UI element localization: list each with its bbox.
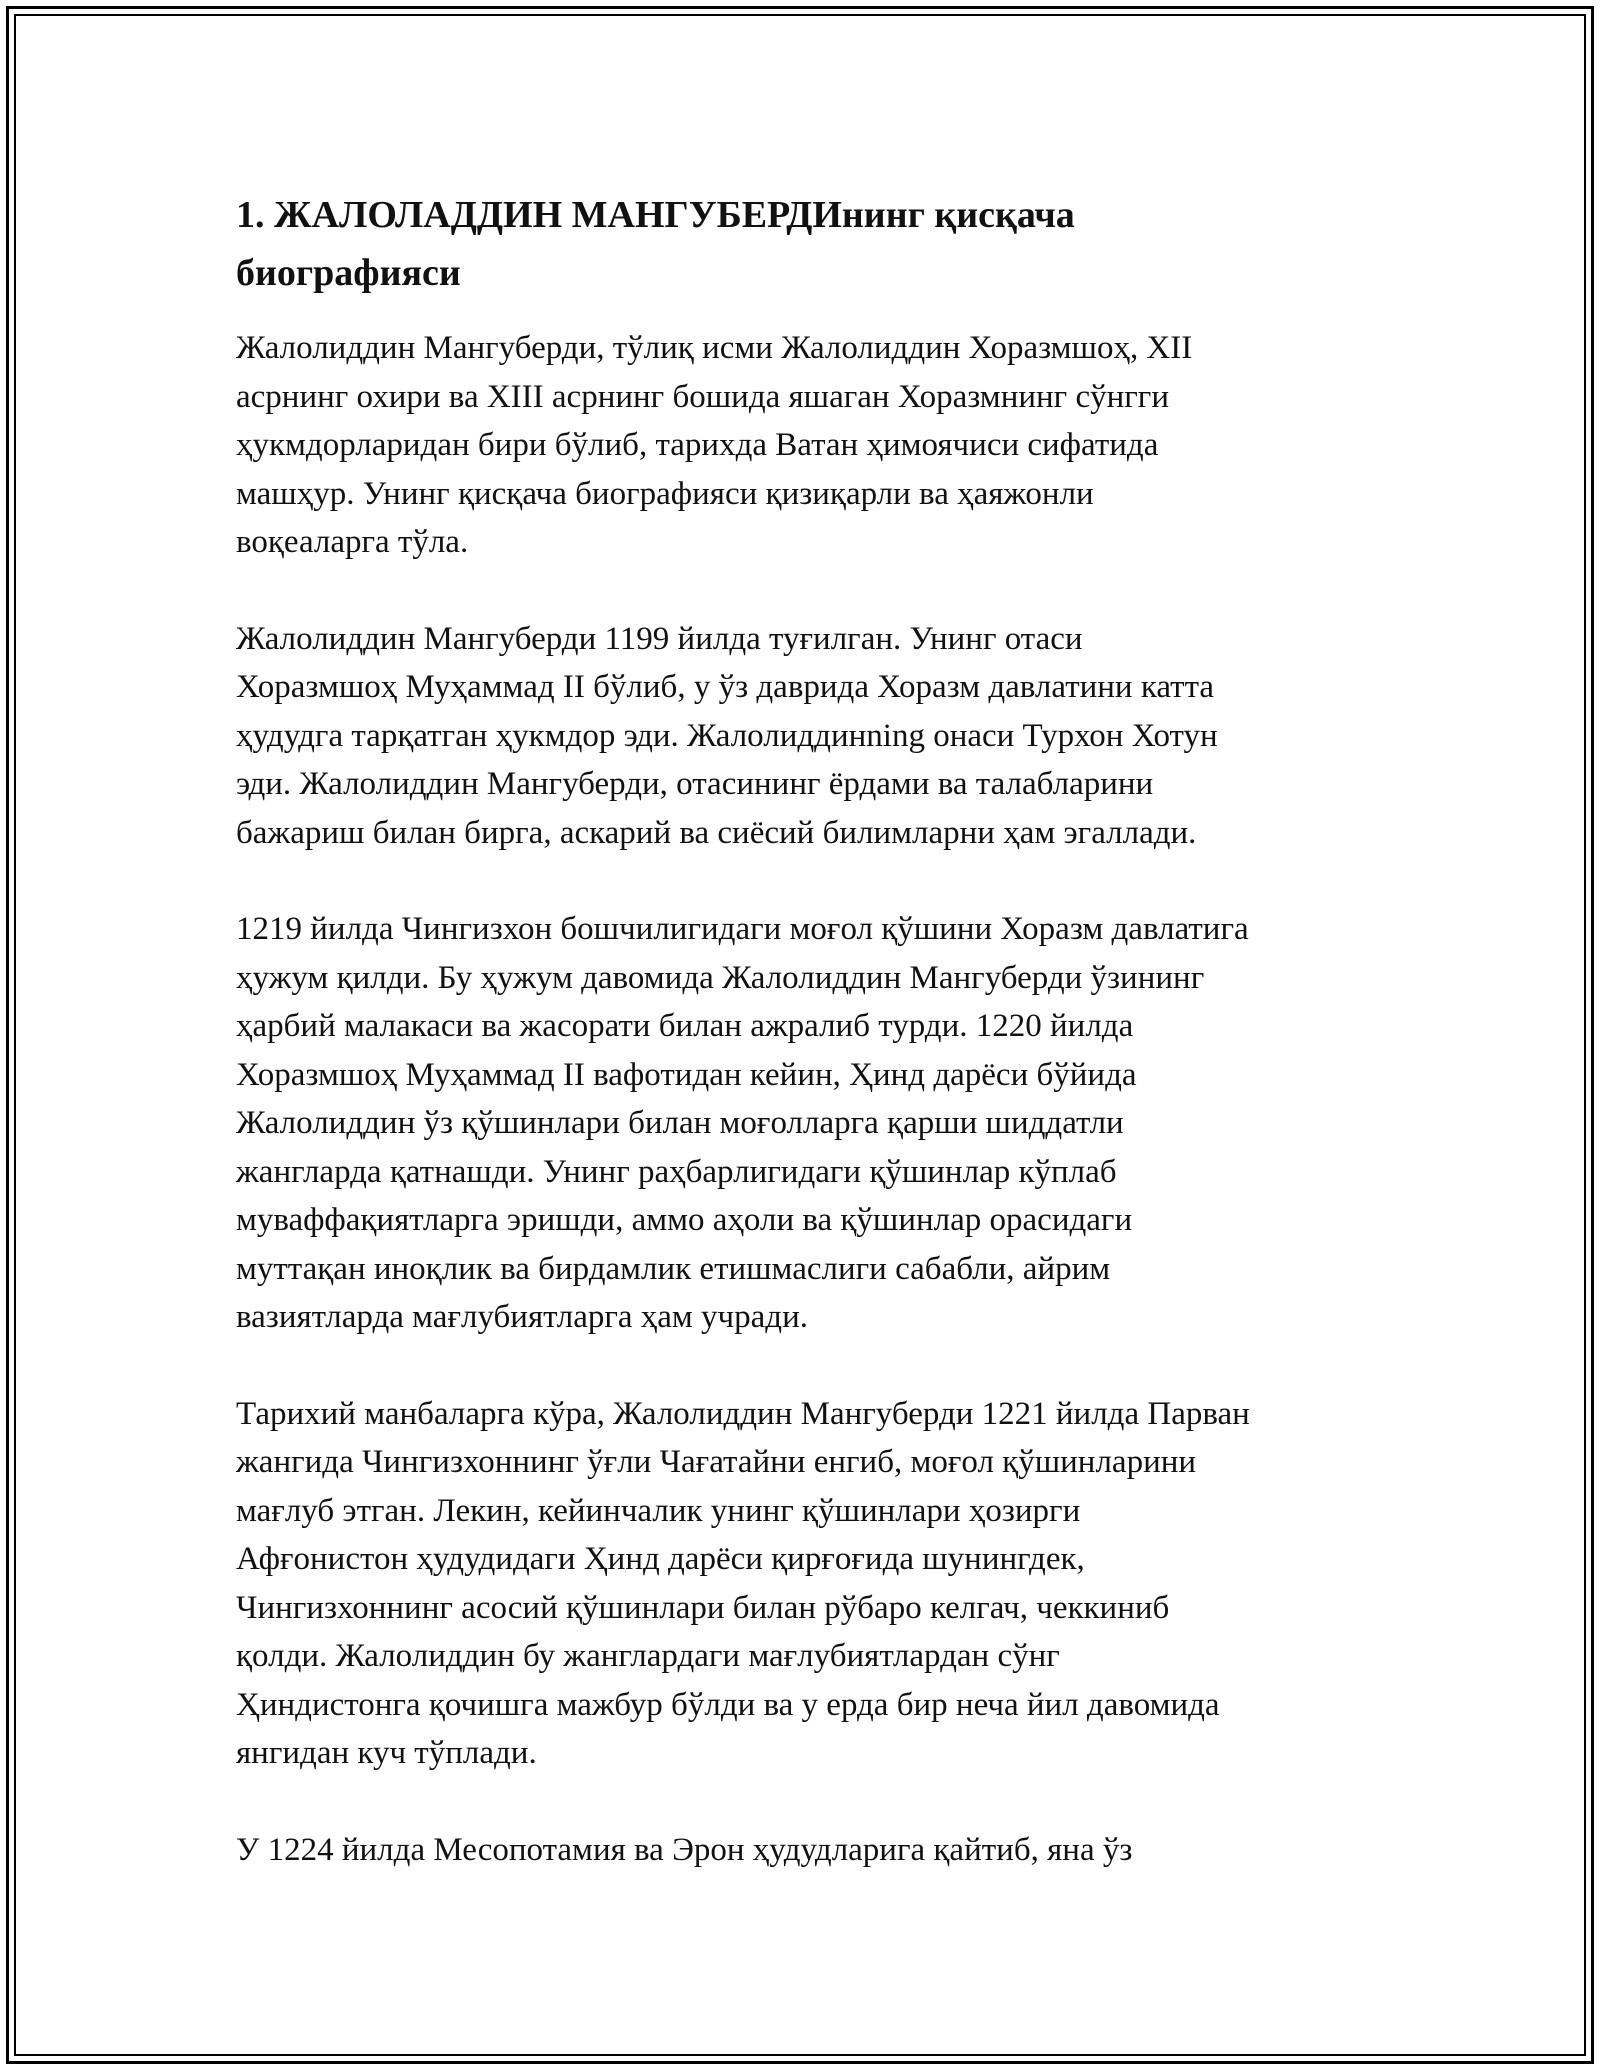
text-line: Чингизхоннинг асосий қўшинлари билан рўбаро келгач, чеккиниб xyxy=(236,1589,1170,1626)
text-line: жангида Чингизхоннинг ўғли Чағатайни енгиб, моғол қўшинларини xyxy=(236,1444,1197,1480)
text-line: асрнинг охири ва XIII асрнинг бошида яшаган Хоразмнинг сўнгги xyxy=(236,378,1169,415)
document-title xyxy=(236,186,1236,302)
text-line: вазиятларда мағлубиятларга ҳам учради. xyxy=(236,1299,809,1335)
paragraph-invasion xyxy=(236,905,1376,1342)
paragraph-birth xyxy=(236,615,1376,858)
text-line: Хоразмшоҳ Муҳаммад II бўлиб, у ўз даврида Хоразм давлатини катта xyxy=(236,669,1215,705)
text-line: Ҳиндистонга қочишга мажбур бўлди ва у ерда бир неча йил давомида xyxy=(236,1686,1220,1723)
text-line: Жалолиддин Мангуберди 1199 йилда туғилган. Унинг отаси xyxy=(236,620,1083,657)
text-line: машҳур. Унинг қисқача биографияси қизиқарли ва ҳаяжонли xyxy=(236,475,1094,512)
document-body xyxy=(236,186,1376,1922)
text-line: Жалолиддин ўз қўшинлари билан моғолларга қарши шиддатли xyxy=(236,1105,1124,1141)
text-line: ҳудудга тарқатган ҳукмдор эди. Жалолиддинning онаси Турхон Хотун xyxy=(236,717,1218,754)
text-line: ҳукмдорларидан бири бўлиб, тарихда Ватан ҳимоячиси сифатида xyxy=(236,427,1159,463)
text-line: Жалолиддин Мангуберди, тўлиқ исми Жалолиддин Хоразмшоҳ, XII xyxy=(236,330,1193,366)
paragraph-return xyxy=(236,1826,1376,1875)
title-line: биографияси xyxy=(236,252,461,294)
text-line: жангларда қатнашди. Унинг раҳбарлигидаги қўшинлар кўплаб xyxy=(236,1153,1117,1190)
title-line: 1. ЖАЛОЛАДДИН МАНГУБЕРДИнинг қисқача xyxy=(236,194,1075,236)
text-line: эди. Жалолиддин Мангуберди, отасининг ёрдами ва талабларини xyxy=(236,766,1154,802)
paragraph-intro xyxy=(236,324,1376,567)
text-line: Тарихий манбаларга кўра, Жалолиддин Мангуберди 1221 йилда Парван xyxy=(236,1395,1250,1432)
text-line: воқеаларга тўла. xyxy=(236,524,469,560)
text-line: бажариш билан бирга, аскарий ва сиёсий билимларни ҳам эгаллади. xyxy=(236,814,1197,851)
text-line: ҳарбий малакаси ва жасорати билан ажралиб турди. 1220 йилда xyxy=(236,1008,1134,1044)
text-line: қолди. Жалолиддин бу жанглардаги мағлубиятлардан сўнг xyxy=(236,1638,1060,1674)
text-line: Афғонистон ҳудудидаги Ҳинд дарёси қирғоғида шунингдек, xyxy=(236,1541,1085,1577)
text-line: янгидан куч тўплади. xyxy=(236,1735,537,1771)
text-line: муваффақиятларга эришди, аммо аҳоли ва қўшинлар орасидаги xyxy=(236,1202,1133,1238)
text-line: У 1224 йилда Месопотамия ва Эрон ҳудудларига қайтиб, яна ўз xyxy=(236,1831,1133,1868)
text-line: ҳужум қилди. Бу ҳужум давомида Жалолиддин Мангуберди ўзининг xyxy=(236,959,1205,996)
text-line: Хоразмшоҳ Муҳаммад II вафотидан кейин, Ҳинд дарёси бўйида xyxy=(236,1056,1137,1093)
text-line: мағлуб этган. Лекин, кейинчалик унинг қўшинлари ҳозирги xyxy=(236,1492,1081,1529)
text-line: муттақан иноқлик ва бирдамлик етишмаслиги сабабли, айрим xyxy=(236,1250,1111,1287)
text-line: 1219 йилда Чингизхон бошчилигидаги моғол қўшини Хоразм давлатига xyxy=(236,911,1249,947)
paragraph-parwan xyxy=(236,1390,1376,1778)
